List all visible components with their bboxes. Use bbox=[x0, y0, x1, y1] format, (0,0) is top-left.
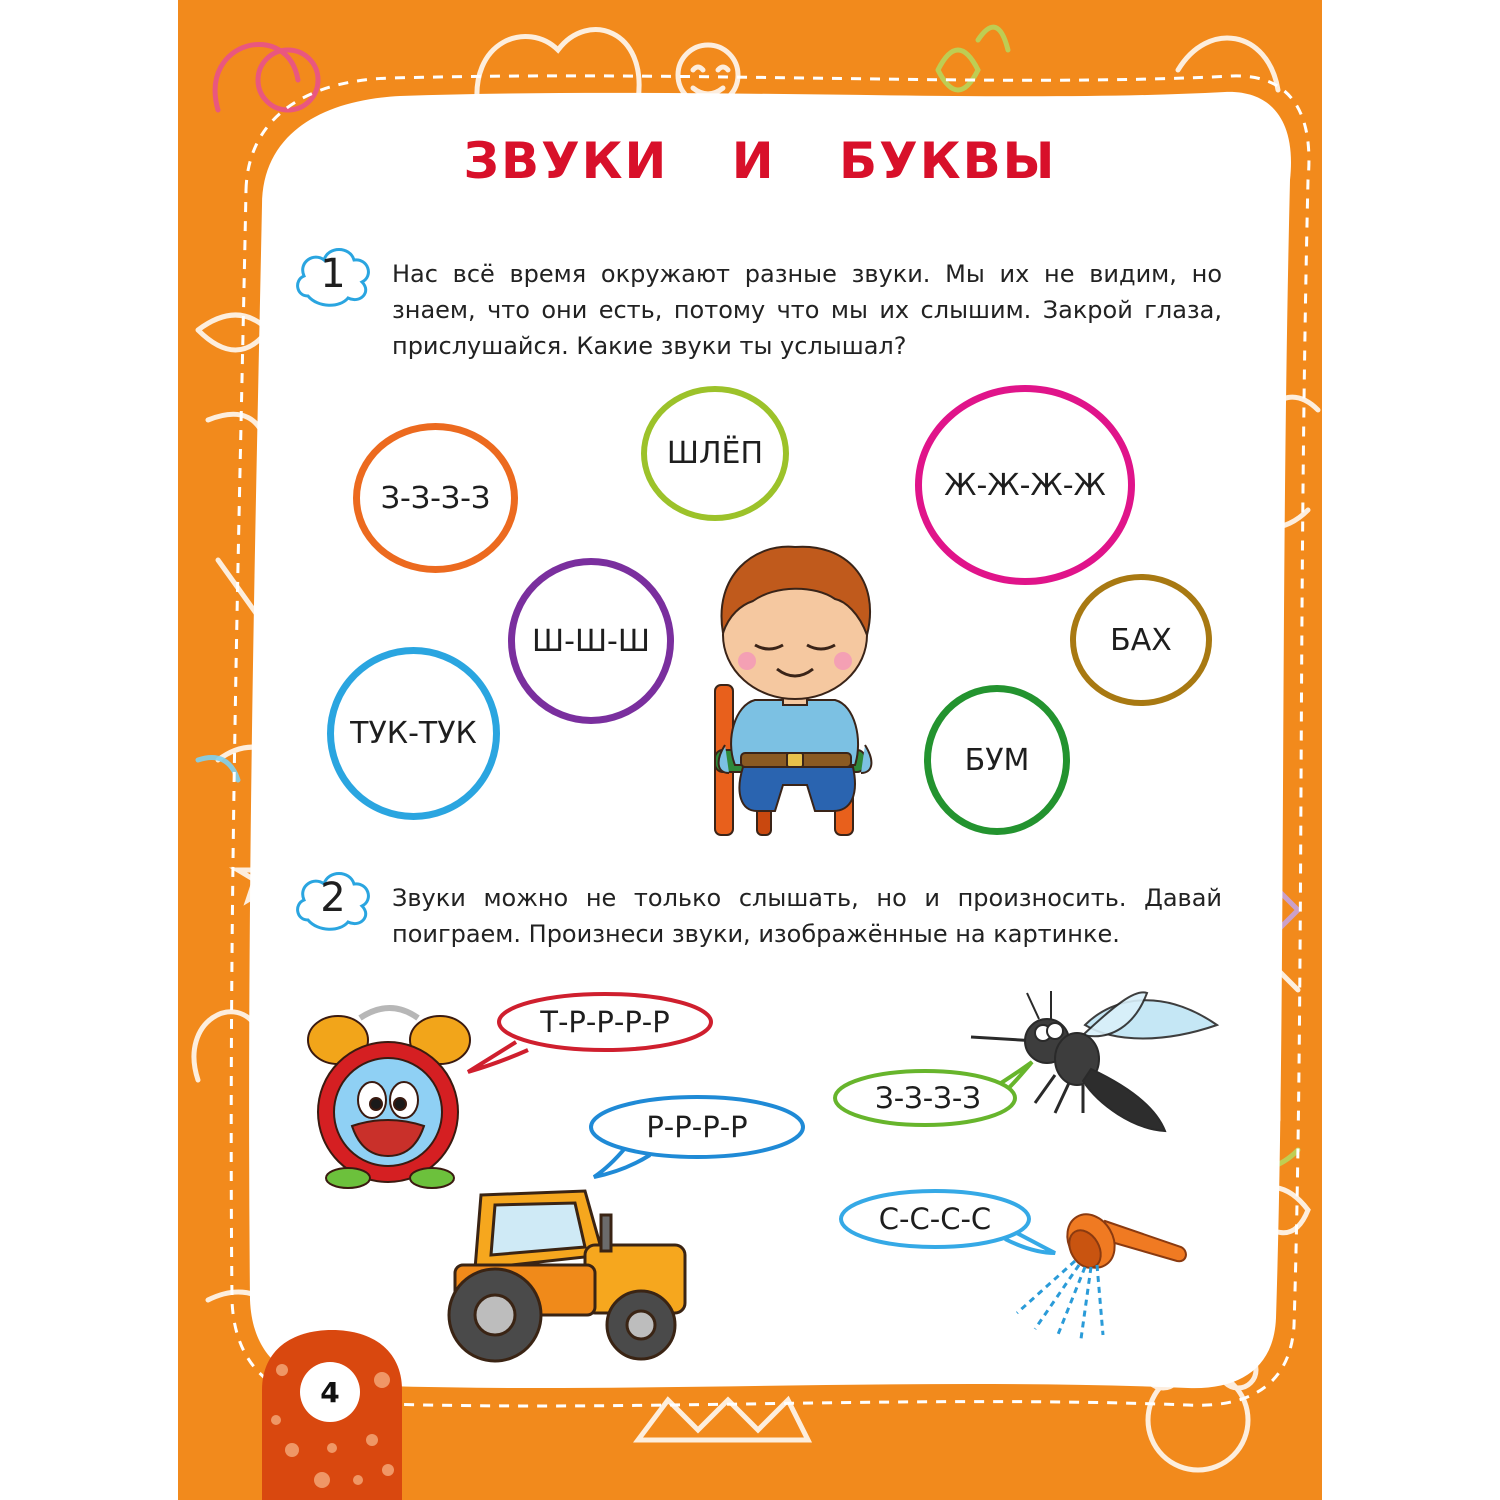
sound-circle-bum: БУМ bbox=[924, 685, 1070, 835]
sound-circle-zhzhzhzh: Ж-Ж-Ж-Ж bbox=[915, 385, 1135, 585]
bubble-label-trrrr: Т-Р-Р-Р-Р bbox=[540, 1005, 670, 1039]
alarm-clock-icon bbox=[300, 1000, 490, 1195]
task-number-badge-1 bbox=[292, 238, 374, 310]
sound-circle-shshsh: Ш-Ш-Ш bbox=[508, 558, 674, 724]
speech-bubble-trrrr bbox=[460, 990, 720, 1080]
task-1-text: Нас всё время окружают разные звуки. Мы их не видим, но знаем, что они есть, потому что мы их слышим. Закрой глаза, прислушайся. Какие звуки ты услышал? bbox=[392, 260, 1222, 360]
bubble-label-rrrr: Р-Р-Р-Р bbox=[646, 1110, 748, 1144]
task-number-1: 1 bbox=[320, 251, 346, 297]
boy-on-chair-icon bbox=[695, 535, 895, 845]
bubble-label-ssss: С-С-С-С bbox=[878, 1202, 992, 1236]
page-number: 4 bbox=[300, 1362, 360, 1422]
tractor-icon bbox=[435, 1185, 695, 1365]
sound-circle-bakh: БАХ bbox=[1070, 574, 1212, 706]
task-number-2: 2 bbox=[320, 875, 346, 921]
shower-head-icon bbox=[1005, 1205, 1195, 1345]
bubble-label-zzzz: З-З-З-З bbox=[875, 1081, 981, 1115]
mosquito-icon bbox=[965, 985, 1225, 1140]
task-number-badge-2 bbox=[292, 862, 374, 934]
task-2-text: Звуки можно не только слышать, но и произносить. Давай поиграем. Произнеси звуки, изображённые на картинке. bbox=[392, 884, 1222, 948]
sound-circle-shlyop: ШЛЁП bbox=[641, 386, 789, 521]
page-title: ЗВУКИ И БУКВЫ bbox=[463, 132, 1057, 190]
speech-bubble-rrrr bbox=[580, 1095, 810, 1185]
sound-circle-zzzz: З-З-З-З bbox=[353, 423, 518, 573]
sound-circle-tuk-tuk: ТУК-ТУК bbox=[327, 647, 500, 820]
